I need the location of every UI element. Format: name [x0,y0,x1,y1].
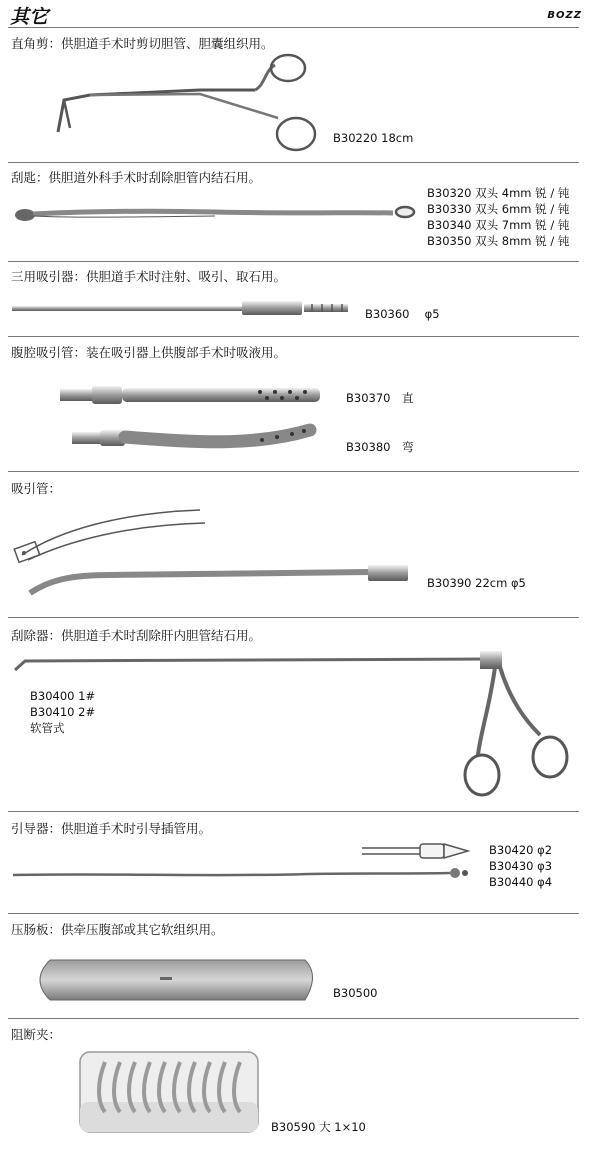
scraper-forceps-image [10,645,580,805]
suction-tube-image [10,505,420,600]
item-list [427,185,569,249]
divider [8,913,579,914]
section-heading-scraper: 刮除器：供胆道手术时刮除肝内胆管结石用。 [11,628,262,643]
item-label: 软管式 [30,721,65,735]
divider [8,336,579,337]
triple-use-suction-image [12,296,362,324]
intestinal-retractor-plate-image [30,955,325,1005]
section-heading-curette: 刮匙：供胆道外科手术时刮除胆管内结石用。 [11,170,262,185]
item-label: B30350 双头 8mm 锐 / 钝 [427,234,570,248]
item-list [30,688,95,736]
item-label: B30370 直 [346,391,414,405]
section-heading-retractor: 压肠板：供牵压腹部或其它软组织用。 [11,922,224,937]
section-heading-scissors: 直角剪：供胆道手术时剪切胆管、胆囊组织用。 [11,36,274,51]
item-label: B30320 双头 4mm 锐 / 钝 [427,186,570,200]
divider [8,162,579,163]
divider [8,811,579,812]
item-label: B30390 22cm φ5 [427,576,526,590]
section-heading-suction-tube: 吸引管： [11,481,62,496]
section-heading-abdominal-suction: 腹腔吸引管：装在吸引器上供腹部手术时吸液用。 [11,345,287,360]
item-label: B30360 φ5 [365,307,440,321]
section-heading-clamp: 阻断夹： [11,1027,62,1042]
item-label: B30440 φ4 [489,875,553,889]
item-label: B30500 [333,986,378,1000]
page-title: 其它 [10,6,49,28]
double-curette-image [15,200,415,230]
item-list [489,842,552,890]
item-label: B30410 2# [30,705,96,719]
occlusion-clamp-image [75,1042,265,1137]
straight-suction-tube-image [60,382,330,408]
right-angle-scissors-image [50,50,320,160]
divider [8,261,579,262]
item-label: B30590 大 1×10 [271,1120,366,1134]
guide-instruments-image [10,838,480,888]
section-heading-triple-suction: 三用吸引器：供胆道手术时注射、吸引、取石用。 [11,269,287,284]
divider [8,1018,579,1019]
item-label: B30220 18cm [333,131,414,145]
item-label: B30430 φ3 [489,859,553,873]
item-label: B30380 弯 [346,440,414,454]
section-heading-guide: 引导器：供胆道手术时引导插管用。 [11,821,212,836]
curved-suction-tube-image [72,422,322,467]
item-label: B30330 双头 6mm 锐 / 钝 [427,202,570,216]
divider [8,471,579,472]
item-label: B30400 1# [30,689,96,703]
divider [8,27,579,28]
divider [8,617,579,618]
brand-logo-text: BOZZ [547,10,582,21]
item-label: B30340 双头 7mm 锐 / 钝 [427,218,570,232]
item-label: B30420 φ2 [489,843,553,857]
